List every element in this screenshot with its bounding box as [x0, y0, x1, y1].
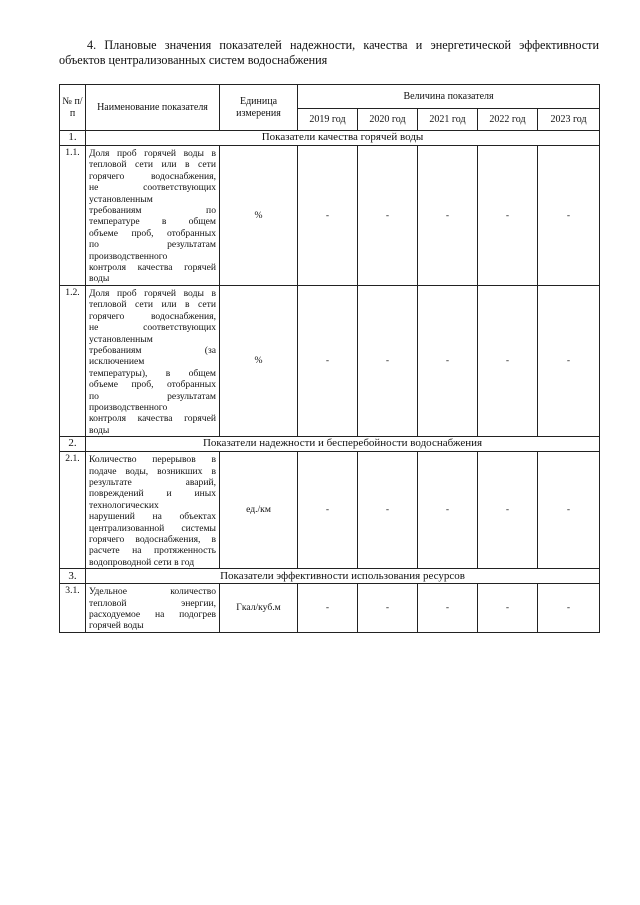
- header-num: № п/п: [60, 85, 86, 131]
- indicator-name-line: Доля проб горячей воды в: [89, 287, 216, 299]
- indicator-name-line: горячей воды: [89, 620, 144, 632]
- header-year: 2021 год: [418, 109, 478, 131]
- section-row: [60, 437, 600, 452]
- indicator-name-line: воды: [89, 424, 110, 436]
- header-unit: Единица измерения: [220, 85, 298, 131]
- value-cell: -: [298, 584, 358, 633]
- indicator-name-line: нарушений на объектах: [89, 511, 216, 523]
- row-number: 1.1.: [60, 146, 86, 286]
- indicator-name: [86, 584, 220, 633]
- indicator-name: [86, 146, 220, 286]
- header-year: 2023 год: [538, 109, 600, 131]
- section-number: 2.: [60, 437, 86, 452]
- indicator-name-line: установленным: [89, 333, 153, 345]
- indicator-name-line: Количество перерывов в: [89, 454, 216, 466]
- row-number: 3.1.: [60, 584, 86, 633]
- value-cell: -: [298, 452, 358, 569]
- section-number: 1.: [60, 131, 86, 146]
- value-cell: -: [538, 146, 600, 286]
- section-title: Показатели надежности и бесперебойности водоснабжения: [86, 437, 600, 452]
- indicator-name-line: технологических: [89, 499, 159, 511]
- heading-text: 4. Плановые значения показателей надежности, качества и энергетической эффективности объектов централизованных систем водоснабжения: [59, 38, 599, 67]
- indicators-table: [59, 84, 600, 633]
- value-cell: -: [418, 146, 478, 286]
- indicator-name-line: исключением: [89, 356, 145, 368]
- value-cell: -: [418, 285, 478, 436]
- indicator-name-line: расчете на протяженность: [89, 545, 216, 557]
- indicator-name-line: результате аварий,: [89, 476, 216, 488]
- row-number: 1.2.: [60, 285, 86, 436]
- indicator-name-line: централизованной системы: [89, 522, 216, 534]
- indicator-name-line: требованиям по: [89, 205, 216, 217]
- indicator-name-line: тепловой энергии,: [89, 597, 216, 609]
- indicator-name-line: контроля качества горячей: [89, 413, 216, 425]
- indicator-name-line: по результатам: [89, 239, 216, 251]
- header-year: 2020 год: [358, 109, 418, 131]
- indicator-name-line: горячего водоснабжения,: [89, 310, 216, 322]
- indicator-name-line: тепловой сети или в сети: [89, 299, 216, 311]
- header-year: 2022 год: [478, 109, 538, 131]
- section-title: Показатели эффективности использования ресурсов: [86, 569, 600, 584]
- value-cell: -: [478, 584, 538, 633]
- row-number: 2.1.: [60, 452, 86, 569]
- indicator-name-line: объеме проб, отобранных: [89, 379, 216, 391]
- table-row: [60, 285, 600, 436]
- indicator-name-line: воды: [89, 273, 110, 285]
- section-number: 3.: [60, 569, 86, 584]
- unit-cell: %: [220, 285, 298, 436]
- value-cell: -: [358, 452, 418, 569]
- value-cell: -: [478, 146, 538, 286]
- value-cell: -: [298, 285, 358, 436]
- indicator-name-line: температуры), в общем: [89, 367, 216, 379]
- indicator-name-line: требованиям (за: [89, 344, 216, 356]
- value-cell: -: [538, 452, 600, 569]
- unit-cell: %: [220, 146, 298, 286]
- indicator-name-line: производственного: [89, 401, 168, 413]
- section-row: [60, 131, 600, 146]
- indicator-name-line: контроля качества горячей: [89, 262, 216, 274]
- value-cell: -: [358, 584, 418, 633]
- indicator-name-line: расходуемое на подогрев: [89, 609, 216, 621]
- indicator-name-line: Доля проб горячей воды в: [89, 148, 216, 159]
- indicator-name: [86, 285, 220, 436]
- indicator-name-line: объеме проб, отобранных: [89, 227, 216, 239]
- indicator-name-line: установленным: [89, 193, 153, 205]
- value-cell: -: [298, 146, 358, 286]
- value-cell: -: [478, 285, 538, 436]
- header-value-group: Величина показателя: [298, 85, 600, 109]
- indicator-name-line: водопроводной сети в год: [89, 556, 195, 568]
- indicator-name-line: Удельное количество: [89, 586, 216, 598]
- unit-cell: Гкал/куб.м: [220, 584, 298, 633]
- table-row: [60, 584, 600, 633]
- indicator-name-line: горячего водоснабжения, в: [89, 534, 216, 545]
- value-cell: -: [418, 584, 478, 633]
- indicator-name-line: по результатам: [89, 390, 216, 402]
- header-year: 2019 год: [298, 109, 358, 131]
- value-cell: -: [358, 146, 418, 286]
- value-cell: -: [418, 452, 478, 569]
- unit-cell: ед./км: [220, 452, 298, 569]
- indicator-name-line: горячего водоснабжения,: [89, 170, 216, 182]
- value-cell: -: [358, 285, 418, 436]
- table-row: [60, 452, 600, 569]
- section-row: [60, 569, 600, 584]
- indicator-name-line: не соответствующих: [89, 182, 216, 194]
- indicator-name-line: температуре в общем: [89, 216, 216, 228]
- indicator-name-line: тепловой сети или в сети: [89, 159, 216, 171]
- indicator-name: [86, 452, 220, 569]
- indicator-name-line: подаче воды, возникших в: [89, 465, 216, 477]
- section-heading: [59, 38, 599, 68]
- header-name: Наименование показателя: [86, 85, 220, 131]
- indicator-name-line: повреждений и иных: [89, 488, 216, 500]
- indicator-name-line: производственного: [89, 250, 168, 262]
- section-title: Показатели качества горячей воды: [86, 131, 600, 146]
- table-row: [60, 146, 600, 286]
- value-cell: -: [538, 584, 600, 633]
- indicator-name-line: не соответствующих: [89, 322, 216, 334]
- value-cell: -: [538, 285, 600, 436]
- value-cell: -: [478, 452, 538, 569]
